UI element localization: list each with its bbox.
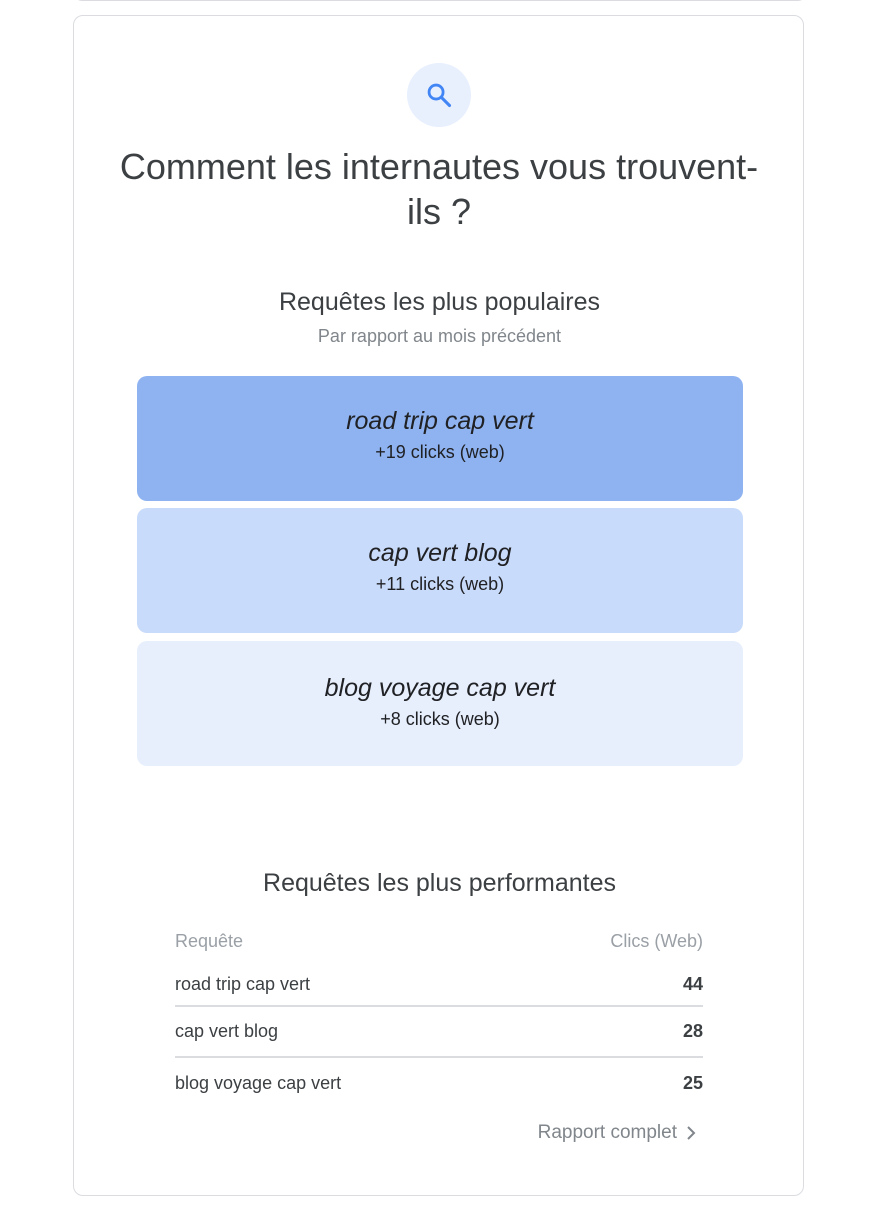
search-queries-card	[73, 15, 804, 1196]
popular-query-clicks: +19 clicks (web)	[375, 442, 505, 462]
column-header-clicks: Clics (Web)	[610, 931, 703, 951]
row-query: cap vert blog	[175, 1021, 279, 1041]
popular-query-item	[137, 508, 743, 633]
table-header	[175, 931, 703, 963]
top-queries-heading: Requêtes les plus performantes	[263, 869, 616, 897]
row-clicks: 44	[682, 973, 703, 994]
table-row	[175, 1058, 703, 1109]
column-header-query: Requête	[175, 931, 244, 951]
table-row	[175, 963, 703, 1007]
popular-queries-caption: Par rapport au mois précédent	[317, 326, 562, 346]
card-title: Comment les internautes vous trouvent-ils ?	[119, 146, 759, 232]
popular-queries-heading: Requêtes les plus populaires	[278, 288, 601, 316]
popular-query-text: cap vert blog	[368, 539, 512, 567]
row-clicks: 28	[682, 1021, 703, 1041]
row-clicks: 25	[682, 1073, 703, 1093]
popular-query-item	[137, 641, 743, 766]
previous-card-edge	[74, 0, 806, 1]
table-row	[175, 1007, 703, 1058]
full-report-label: Rapport complet	[537, 1122, 677, 1143]
popular-query-clicks: +11 clicks (web)	[375, 574, 505, 594]
search-icon-badge	[407, 63, 471, 127]
popular-query-clicks: +8 clicks (web)	[380, 709, 500, 729]
popular-query-item	[137, 376, 743, 501]
popular-query-text: blog voyage cap vert	[324, 674, 556, 702]
search-icon	[425, 81, 453, 109]
top-queries-table	[175, 931, 703, 1109]
popular-query-text: road trip cap vert	[346, 407, 534, 435]
row-query: blog voyage cap vert	[175, 1073, 342, 1093]
row-query: road trip cap vert	[175, 973, 311, 994]
full-report-link[interactable]	[538, 1122, 697, 1144]
chevron-right-icon	[685, 1125, 697, 1141]
